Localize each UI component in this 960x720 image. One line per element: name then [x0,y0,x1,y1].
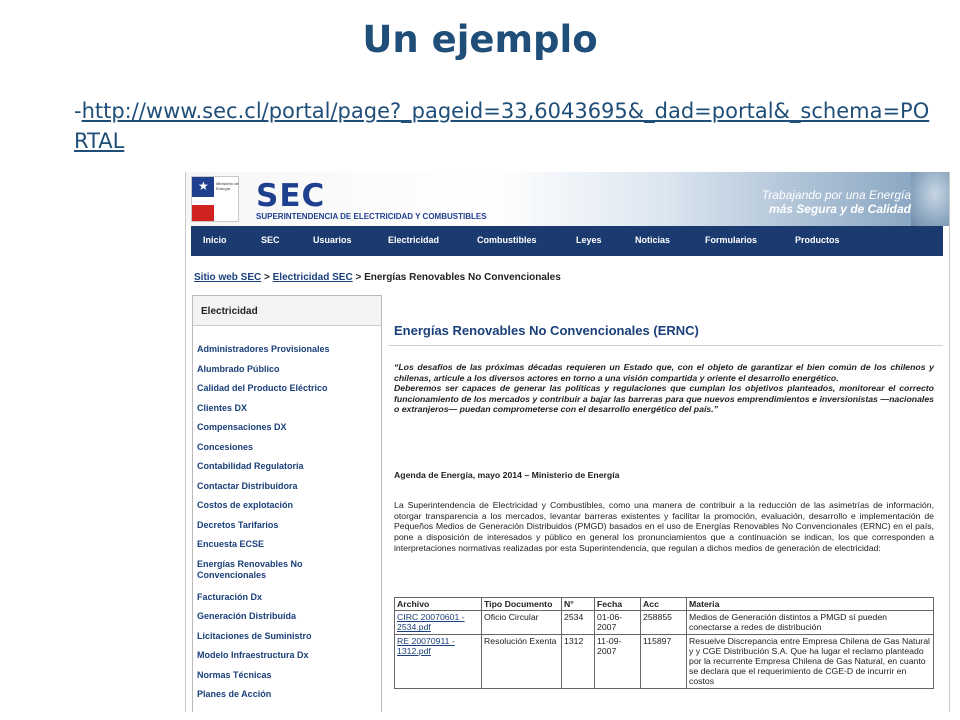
sidebar-item[interactable]: Clientes DX [197,403,248,413]
source-url [74,96,940,156]
col-header: Tipo Documento [482,598,562,611]
sidebar-item[interactable]: Normas Técnicas [197,670,272,680]
breadcrumb-current: Energías Renovables No Convencionales [364,272,561,283]
nav-sec[interactable]: SEC [261,235,280,245]
content-title: Energías Renovables No Convencionales (ERNC) [394,323,699,338]
file-link[interactable]: CIRC 20070601 - 2534.pdf [395,611,482,634]
intro-paragraph: La Superintendencia de Electricidad y Combustibles, como una manera de contribuir a la reducción de las asimetrías de información, otorgar transparencia a los mercados, levantar barreras existentes y facilitar la promoción, evaluación, desarrollo e implementación de Pequeños Medios de Generación Distribuidos (PMGD) basados en el uso de Energías Renovables No Convencionales (ERNC) en el país, pone a disposición de interesados y público en general los pronunciamientos que a continuación se indican, los que corresponden a interpretaciones normativas realizadas por esta Superintendencia, que regulan a dichos medios de generación de electricidad: [394,500,934,553]
table-cell: Oficio Circular [482,611,562,634]
table-cell: 258855 [641,611,687,634]
table-cell: Resuelve Discrepancia entre Empresa Chilena de Gas Natural y y CGE Distribución S.A. Que ha lugar el reclamo planteado por la recurrente Empresa Chilena de Gas Natural, en cuanto se declara que el requerimiento de CGE-D de incurrir en costos [687,634,934,688]
sidebar-item[interactable]: Licitaciones de Suministro [197,631,312,641]
sidebar-item[interactable]: Decretos Tarifarios [197,520,279,530]
source-url-link[interactable]: http://www.sec.cl/portal/page?_pageid=33,6043695&_dad=portal&_schema=PORTAL [74,99,930,153]
col-header: N° [562,598,595,611]
breadcrumb-sitio-web[interactable]: Sitio web SEC [194,272,262,283]
table-cell: 2534 [562,611,595,634]
quote-paragraph: “Los desafíos de las próximas décadas requieren un Estado que, con el objeto de garantizar el bien común de los chilenos y chilenas, articule a los diversos actores en torno a una visión compartida y oriente el desarrollo energético. [394,362,934,383]
table-cell: Resolución Exenta [482,634,562,688]
sec-logo-text: SEC [256,178,326,214]
sidebar [192,295,382,712]
table-row [395,634,934,688]
sidebar-item[interactable]: Concesiones [197,442,254,452]
org-name: SUPERINTENDENCIA DE ELECTRICIDAD Y COMBUSTIBLES [256,212,487,221]
col-header: Archivo [395,598,482,611]
sidebar-item[interactable]: Planes de Acción [197,689,272,699]
documents-table [394,597,934,689]
sidebar-item[interactable]: Administradores Provisionales [197,344,330,354]
site-header [186,172,950,226]
nav-usuarios[interactable]: Usuarios [313,235,352,245]
gov-logo [191,176,239,222]
table-cell: Medios de Generación distintos a PMGD sí pueden conectarse a redes de distribución [687,611,934,634]
col-header: Materia [687,598,934,611]
sidebar-item[interactable]: Compensaciones DX [197,422,287,432]
sidebar-item[interactable]: Contactar Distribuidora [197,481,298,491]
table-cell: 01-06-2007 [595,611,641,634]
nav-combustibles[interactable]: Combustibles [477,235,537,245]
slide-title: Un ejemplo [362,18,598,61]
table-header-row [395,598,934,611]
table-cell: 115897 [641,634,687,688]
url-dash: - [74,99,82,123]
nav-productos[interactable]: Productos [795,235,840,245]
sidebar-item[interactable]: Contabilidad Regulatoria [197,461,304,471]
header-photo [911,172,950,226]
star-icon: ★ [198,179,209,193]
breadcrumb-separator: > [261,272,273,283]
quote [394,362,934,415]
slogan [762,188,911,216]
col-header: Acc [641,598,687,611]
slogan-line2: más Segura y de Calidad [768,202,911,216]
website-screenshot [185,172,950,712]
sidebar-item[interactable]: Generación Distribuída [197,611,297,621]
col-header: Fecha [595,598,641,611]
sidebar-item-active[interactable]: Energías Renovables No Convencionales [197,559,303,580]
divider [388,345,943,346]
quote-paragraph: Deberemos ser capaces de generar las políticas y regulaciones que cumplan los objetivos planteados, monitorear el correcto funcionamiento de los mercados y contribuir a bajar las barreras para que nuevos emprendimientos e inversionistas —nacionales o extranjeros— puedan comprometerse con el desarrollo energético del país.” [394,383,934,415]
sidebar-item[interactable]: Alumbrado Público [197,364,280,374]
breadcrumb [194,272,561,283]
table-cell: 11-09-2007 [595,634,641,688]
breadcrumb-separator: > [352,272,365,283]
nav-electricidad[interactable]: Electricidad [388,235,440,245]
main-nav [191,226,943,256]
nav-noticias[interactable]: Noticias [635,235,671,245]
gov-logo-text: Ministerio de Energía [216,181,239,191]
agenda-citation: Agenda de Energía, mayo 2014 – Ministerio de Energía [394,470,620,480]
sidebar-item[interactable]: Modelo Infraestructura Dx [197,650,309,660]
file-link[interactable]: RE 20070911 - 1312.pdf [395,634,482,688]
nav-formularios[interactable]: Formularios [705,235,758,245]
nav-leyes[interactable]: Leyes [576,235,602,245]
sidebar-item[interactable]: Facturación Dx [197,592,263,602]
nav-inicio[interactable]: Inicio [203,235,227,245]
sidebar-item[interactable]: Calidad del Producto Eléctrico [197,383,328,393]
sidebar-item[interactable]: Encuesta ECSE [197,539,265,549]
breadcrumb-electricidad[interactable]: Electricidad SEC [272,272,353,283]
table-row [395,611,934,634]
table-cell: 1312 [562,634,595,688]
sidebar-heading: Electricidad [193,296,381,326]
slogan-line1: Trabajando por una Energía [761,188,911,202]
sec-logo[interactable] [256,178,326,214]
sidebar-item[interactable]: Costos de explotación [197,500,294,510]
